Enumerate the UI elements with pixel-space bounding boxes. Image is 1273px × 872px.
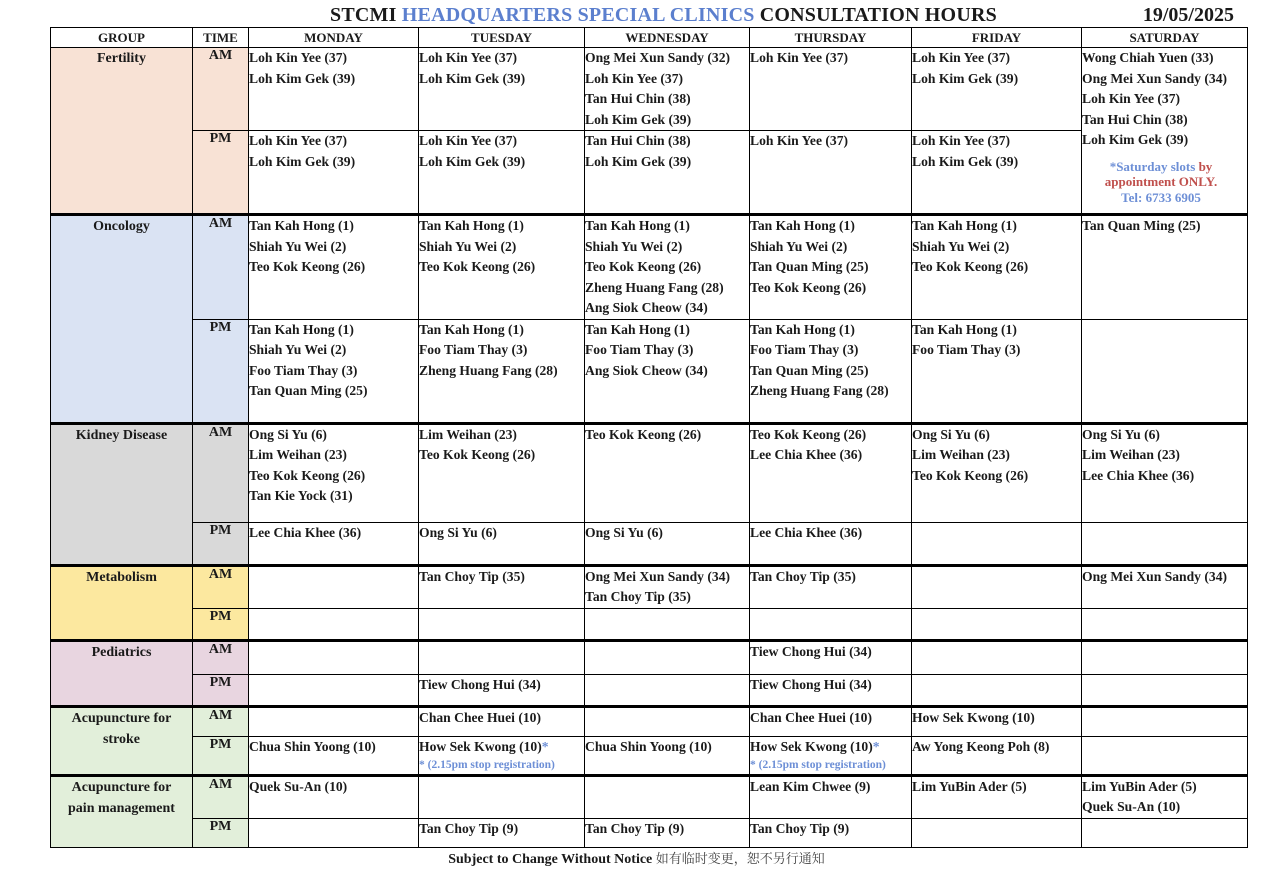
acupuncture-stroke-pm-row <box>51 736 1248 775</box>
doctor-entry: Loh Kim Gek (39) <box>249 153 356 169</box>
doctor-entry: Ong Mei Xun Sandy (32) <box>585 50 731 65</box>
doctor-entry: Foo Tiam Thay (3) <box>419 342 528 357</box>
cell-oncology-pm-friday <box>912 319 1082 423</box>
cell-fertility-pm-tuesday <box>419 131 585 215</box>
cell-fertility-am-saturday <box>1082 48 1248 215</box>
cell-acupuncture-stroke-am-friday <box>912 706 1082 736</box>
cell-acupuncture-pain-am-friday <box>912 775 1082 818</box>
doctor-entry: Tan Hui Chin (38) <box>1082 111 1188 127</box>
doctor-entry: Loh Kin Yee (37) <box>750 133 849 148</box>
doctor-entry: Teo Kok Keong (26) <box>419 259 536 274</box>
doctor-entry: Lim YuBin Ader (5) <box>1082 778 1197 794</box>
doctor-entry: Loh Kin Yee (37) <box>750 50 849 65</box>
asterisk-marker: * <box>872 738 880 754</box>
cell-acupuncture-stroke-pm-wednesday <box>585 736 750 775</box>
time-am-label: AM <box>193 706 249 736</box>
cell-pediatrics-am-friday <box>912 640 1082 674</box>
doctor-entry: Tan Quan Ming (25) <box>249 383 368 398</box>
doctor-entry: Tiew Chong Hui (34) <box>750 643 872 659</box>
cell-fertility-pm-friday <box>912 131 1082 215</box>
doctor-entry: Tan Choy Tip (9) <box>750 820 850 836</box>
doctor-entry: Teo Kok Keong (26) <box>419 447 536 462</box>
doctor-entry: Tan Quan Ming (25) <box>750 362 869 378</box>
acupuncture-pain-am-row <box>51 775 1248 818</box>
metabolism-am-row <box>51 565 1248 608</box>
sat-note-part3: appointment ONLY. <box>1104 174 1218 189</box>
cell-oncology-am-wednesday <box>585 215 750 320</box>
saturday-appointment-note <box>1075 159 1247 206</box>
title-prefix: STCMI <box>330 4 397 26</box>
schedule-table <box>50 27 1248 848</box>
doctor-entry: Tan Quan Ming (25) <box>1082 218 1201 233</box>
stop-registration-note: * (2.15pm stop registration) <box>419 759 555 771</box>
doctor-entry: Loh Kin Yee (37) <box>912 133 1011 148</box>
doctor-entry: Wong Chiah Yuen (33) <box>1082 50 1214 65</box>
doctor-entry: Loh Kin Yee (37) <box>419 50 518 65</box>
doctor-entry: Loh Kim Gek (39) <box>912 153 1019 169</box>
cell-metabolism-am-thursday <box>750 565 912 608</box>
doctor-entry: Tan Kah Hong (1) <box>419 321 524 337</box>
cell-acupuncture-pain-am-saturday <box>1082 775 1248 818</box>
cell-oncology-pm-thursday <box>750 319 912 423</box>
group-fertility: Fertility <box>51 48 193 215</box>
doctor-entry: Tan Kah Hong (1) <box>585 321 690 337</box>
doctor-entry: Shiah Yu Wei (2) <box>585 238 683 254</box>
doctor-entry: Lim Weihan (23) <box>249 447 347 462</box>
doctor-entry: Chan Chee Huei (10) <box>750 709 872 725</box>
doctor-entry: Chua Shin Yoong (10) <box>585 738 712 754</box>
cell-pediatrics-pm-saturday <box>1082 674 1248 706</box>
doctor-entry: Loh Kim Gek (39) <box>419 153 526 169</box>
doctor-entry: Ong Mei Xun Sandy (34) <box>1082 70 1228 86</box>
doctor-entry: Teo Kok Keong (26) <box>585 259 702 274</box>
cell-kidney-disease-pm-monday <box>249 522 419 565</box>
cell-pediatrics-pm-tuesday <box>419 674 585 706</box>
sat-note-part2: by <box>1198 158 1213 174</box>
doctor-entry: Foo Tiam Thay (3) <box>585 342 694 357</box>
doctor-entry: How Sek Kwong (10)* <box>750 738 880 754</box>
col-header-wednesday: WEDNESDAY <box>585 28 750 48</box>
cell-kidney-disease-am-thursday <box>750 423 912 522</box>
time-am-label: AM <box>193 48 249 131</box>
cell-metabolism-am-wednesday <box>585 565 750 608</box>
fertility-am-row <box>51 48 1248 131</box>
cell-metabolism-am-saturday <box>1082 565 1248 608</box>
time-am-label: AM <box>193 640 249 674</box>
cell-metabolism-am-monday <box>249 565 419 608</box>
cell-acupuncture-stroke-am-saturday <box>1082 706 1248 736</box>
doctor-entry: Loh Kin Yee (37) <box>1082 91 1181 106</box>
doctor-entry: Shiah Yu Wei (2) <box>750 238 848 254</box>
cell-oncology-pm-saturday <box>1082 319 1248 423</box>
cell-acupuncture-pain-am-tuesday <box>419 775 585 818</box>
doctor-entry: Ong Mei Xun Sandy (34) <box>585 568 731 584</box>
doctor-entry: Quek Su-An (10) <box>1082 799 1181 814</box>
group-kidney-disease: Kidney Disease <box>51 423 193 565</box>
cell-kidney-disease-am-tuesday <box>419 423 585 522</box>
time-pm-label: PM <box>193 522 249 565</box>
time-am-label: AM <box>193 215 249 320</box>
doctor-entry: Tan Hui Chin (38) <box>585 133 691 148</box>
doctor-entry: Tan Choy Tip (9) <box>585 820 685 836</box>
cell-pediatrics-pm-friday <box>912 674 1082 706</box>
acupuncture-stroke-am-row <box>51 706 1248 736</box>
doctor-entry: Lean Kim Chwee (9) <box>750 778 871 794</box>
time-pm-label: PM <box>193 736 249 775</box>
doctor-entry: Lee Chia Khee (36) <box>750 447 863 462</box>
doctor-entry: Chan Chee Huei (10) <box>419 709 541 725</box>
group-metabolism: Metabolism <box>51 565 193 640</box>
cell-acupuncture-stroke-pm-monday <box>249 736 419 775</box>
doctor-entry: Aw Yong Keong Poh (8) <box>912 738 1050 754</box>
asterisk-marker: * <box>541 738 549 754</box>
doctor-entry: Tan Choy Tip (9) <box>419 820 519 836</box>
cell-pediatrics-pm-wednesday <box>585 674 750 706</box>
cell-acupuncture-pain-pm-wednesday <box>585 818 750 847</box>
metabolism-pm-row <box>51 608 1248 640</box>
doctor-entry: Ong Si Yu (6) <box>1082 426 1160 442</box>
doctor-entry: Tan Kah Hong (1) <box>750 321 855 337</box>
cell-pediatrics-pm-thursday <box>750 674 912 706</box>
cell-kidney-disease-pm-friday <box>912 522 1082 565</box>
cell-acupuncture-pain-pm-saturday <box>1082 818 1248 847</box>
col-header-friday: FRIDAY <box>912 28 1082 48</box>
oncology-am-row <box>51 215 1248 320</box>
cell-fertility-am-wednesday <box>585 48 750 131</box>
doctor-entry: Loh Kim Gek (39) <box>419 70 526 86</box>
cell-oncology-pm-monday <box>249 319 419 423</box>
cell-acupuncture-stroke-pm-friday <box>912 736 1082 775</box>
doctor-entry: Ong Si Yu (6) <box>419 524 497 540</box>
cell-acupuncture-stroke-pm-saturday <box>1082 736 1248 775</box>
doctor-entry: Teo Kok Keong (26) <box>585 426 702 442</box>
col-header-saturday: SATURDAY <box>1082 28 1248 48</box>
doctor-entry: Foo Tiam Thay (3) <box>912 342 1021 357</box>
col-header-group: GROUP <box>51 28 193 48</box>
col-header-monday: MONDAY <box>249 28 419 48</box>
doctor-entry: Ang Siok Cheow (34) <box>585 300 708 315</box>
cell-metabolism-pm-monday <box>249 608 419 640</box>
doctor-entry: Loh Kin Yee (37) <box>419 133 518 148</box>
doctor-entry: Tiew Chong Hui (34) <box>419 676 541 692</box>
time-pm-label: PM <box>193 608 249 640</box>
doctor-entry: Lim Weihan (23) <box>1082 447 1180 462</box>
doctor-entry: Shiah Yu Wei (2) <box>912 238 1010 254</box>
pediatrics-pm-row <box>51 674 1248 706</box>
doctor-entry: Loh Kim Gek (39) <box>1082 132 1189 147</box>
cell-pediatrics-am-saturday <box>1082 640 1248 674</box>
cell-acupuncture-pain-am-monday <box>249 775 419 818</box>
doctor-entry: Lee Chia Khee (36) <box>750 524 863 540</box>
cell-metabolism-am-tuesday <box>419 565 585 608</box>
cell-kidney-disease-pm-thursday <box>750 522 912 565</box>
cell-metabolism-pm-thursday <box>750 608 912 640</box>
kidney-disease-pm-row <box>51 522 1248 565</box>
doctor-entry: Foo Tiam Thay (3) <box>750 342 859 357</box>
time-am-label: AM <box>193 423 249 522</box>
doctor-entry: Ong Si Yu (6) <box>585 524 663 540</box>
cell-fertility-am-tuesday <box>419 48 585 131</box>
cell-metabolism-am-friday <box>912 565 1082 608</box>
footer-english: Subject to Change Without Notice <box>448 852 653 867</box>
doctor-entry: Tan Quan Ming (25) <box>750 259 869 274</box>
doctor-entry: Zheng Huang Fang (28) <box>750 383 889 398</box>
time-pm-label: PM <box>193 319 249 423</box>
doctor-entry: Tan Kie Yock (31) <box>249 488 353 503</box>
doctor-entry: Zheng Huang Fang (28) <box>585 279 724 295</box>
group-pediatrics: Pediatrics <box>51 640 193 706</box>
doctor-entry: Tan Kah Hong (1) <box>249 218 354 233</box>
oncology-pm-row <box>51 319 1248 423</box>
doctor-entry: Lee Chia Khee (36) <box>1082 467 1195 483</box>
doctor-entry: Teo Kok Keong (26) <box>912 467 1029 483</box>
group-acupuncture-stroke: Acupuncture for stroke <box>51 706 193 775</box>
col-header-time: TIME <box>193 28 249 48</box>
title-highlight: HEADQUARTERS SPECIAL CLINICS <box>401 4 755 26</box>
kidney-disease-am-row <box>51 423 1248 522</box>
cell-acupuncture-stroke-am-thursday <box>750 706 912 736</box>
cell-kidney-disease-am-saturday <box>1082 423 1248 522</box>
doctor-entry: Lee Chia Khee (36) <box>249 524 362 540</box>
doctor-entry: Tan Kah Hong (1) <box>249 321 354 337</box>
doctor-entry: Tan Choy Tip (35) <box>750 568 856 584</box>
cell-metabolism-pm-friday <box>912 608 1082 640</box>
cell-acupuncture-stroke-am-wednesday <box>585 706 750 736</box>
doctor-entry: Tan Choy Tip (35) <box>419 568 525 584</box>
cell-acupuncture-pain-pm-thursday <box>750 818 912 847</box>
cell-metabolism-pm-tuesday <box>419 608 585 640</box>
col-header-tuesday: TUESDAY <box>419 28 585 48</box>
cell-kidney-disease-am-wednesday <box>585 423 750 522</box>
doctor-entry: Teo Kok Keong (26) <box>912 259 1029 274</box>
time-pm-label: PM <box>193 818 249 847</box>
doctor-entry: Teo Kok Keong (26) <box>750 279 867 295</box>
doctor-entry: Zheng Huang Fang (28) <box>419 362 558 378</box>
group-acupuncture-pain: Acupuncture for pain management <box>51 775 193 847</box>
fertility-pm-row <box>51 131 1248 215</box>
cell-oncology-am-saturday <box>1082 215 1248 320</box>
cell-acupuncture-pain-pm-tuesday <box>419 818 585 847</box>
doctor-entry: Loh Kim Gek (39) <box>249 70 356 86</box>
cell-acupuncture-pain-am-wednesday <box>585 775 750 818</box>
schedule-date: 19/05/2025 <box>1142 4 1234 26</box>
doctor-entry: Shiah Yu Wei (2) <box>249 238 347 254</box>
doctor-entry: Shiah Yu Wei (2) <box>419 238 517 254</box>
time-pm-label: PM <box>193 674 249 706</box>
cell-fertility-pm-wednesday <box>585 131 750 215</box>
cell-kidney-disease-pm-saturday <box>1082 522 1248 565</box>
cell-fertility-am-friday <box>912 48 1082 131</box>
doctor-entry: Teo Kok Keong (26) <box>750 426 867 442</box>
cell-pediatrics-am-wednesday <box>585 640 750 674</box>
doctor-entry: Loh Kin Yee (37) <box>585 70 684 86</box>
cell-pediatrics-am-monday <box>249 640 419 674</box>
footer-chinese: 如有临时变更，恕不另行通知 <box>655 852 825 867</box>
group-oncology: Oncology <box>51 215 193 424</box>
doctor-entry: Ang Siok Cheow (34) <box>585 362 708 378</box>
cell-acupuncture-pain-pm-monday <box>249 818 419 847</box>
cell-fertility-pm-monday <box>249 131 419 215</box>
cell-oncology-pm-tuesday <box>419 319 585 423</box>
doctor-entry: Foo Tiam Thay (3) <box>249 362 358 378</box>
time-pm-label: PM <box>193 131 249 215</box>
doctor-entry: Tan Kah Hong (1) <box>750 218 855 233</box>
doctor-entry: Loh Kin Yee (37) <box>249 50 348 65</box>
doctor-entry: Lim Weihan (23) <box>419 426 517 442</box>
cell-kidney-disease-am-friday <box>912 423 1082 522</box>
doctor-entry: Loh Kin Yee (37) <box>912 50 1011 65</box>
doctor-entry: Ong Mei Xun Sandy (34) <box>1082 568 1228 584</box>
doctor-entry: How Sek Kwong (10) <box>912 709 1035 725</box>
page-title <box>330 4 997 27</box>
sat-note-part1: *Saturday slots <box>1109 158 1196 174</box>
header-bar <box>50 4 1246 28</box>
cell-acupuncture-stroke-pm-tuesday <box>419 736 585 775</box>
time-am-label: AM <box>193 775 249 818</box>
doctor-entry: Tan Choy Tip (35) <box>585 589 691 604</box>
doctor-entry: Ong Si Yu (6) <box>912 426 990 442</box>
cell-acupuncture-stroke-pm-thursday <box>750 736 912 775</box>
doctor-entry: Quek Su-An (10) <box>249 778 348 794</box>
col-header-thursday: THURSDAY <box>750 28 912 48</box>
cell-kidney-disease-pm-wednesday <box>585 522 750 565</box>
cell-acupuncture-pain-am-thursday <box>750 775 912 818</box>
doctor-entry: Loh Kim Gek (39) <box>912 70 1019 86</box>
doctor-entry: Tiew Chong Hui (34) <box>750 676 872 692</box>
doctor-entry: Loh Kim Gek (39) <box>585 153 692 169</box>
footer-notice <box>0 848 1273 868</box>
doctor-entry: Loh Kin Yee (37) <box>249 133 348 148</box>
cell-oncology-am-thursday <box>750 215 912 320</box>
doctor-entry: Teo Kok Keong (26) <box>249 259 366 274</box>
time-am-label: AM <box>193 565 249 608</box>
doctor-entry: How Sek Kwong (10)* <box>419 738 549 754</box>
cell-kidney-disease-pm-tuesday <box>419 522 585 565</box>
cell-oncology-pm-wednesday <box>585 319 750 423</box>
cell-metabolism-pm-saturday <box>1082 608 1248 640</box>
doctor-entry: Shiah Yu Wei (2) <box>249 342 347 357</box>
cell-oncology-am-friday <box>912 215 1082 320</box>
cell-acupuncture-pain-pm-friday <box>912 818 1082 847</box>
cell-pediatrics-am-thursday <box>750 640 912 674</box>
cell-oncology-am-tuesday <box>419 215 585 320</box>
doctor-entry: Loh Kim Gek (39) <box>585 111 692 127</box>
doctor-entry: Teo Kok Keong (26) <box>249 467 366 483</box>
cell-acupuncture-stroke-am-tuesday <box>419 706 585 736</box>
doctor-entry: Tan Kah Hong (1) <box>585 218 690 233</box>
doctor-entry: Tan Kah Hong (1) <box>912 218 1017 233</box>
cell-oncology-am-monday <box>249 215 419 320</box>
doctor-entry: Lim Weihan (23) <box>912 447 1010 462</box>
cell-fertility-pm-thursday <box>750 131 912 215</box>
acupuncture-pain-pm-row <box>51 818 1248 847</box>
cell-fertility-am-thursday <box>750 48 912 131</box>
cell-metabolism-pm-wednesday <box>585 608 750 640</box>
pediatrics-am-row <box>51 640 1248 674</box>
doctor-entry: Ong Si Yu (6) <box>249 426 327 442</box>
cell-acupuncture-stroke-am-monday <box>249 706 419 736</box>
doctor-entry: Chua Shin Yoong (10) <box>249 738 376 754</box>
doctor-entry: Lim YuBin Ader (5) <box>912 778 1027 794</box>
stop-registration-note: * (2.15pm stop registration) <box>750 759 886 771</box>
doctor-entry: Tan Kah Hong (1) <box>419 218 524 233</box>
doctor-entry: Tan Hui Chin (38) <box>585 91 691 106</box>
title-suffix: CONSULTATION HOURS <box>759 4 997 26</box>
sat-note-tel: Tel: 6733 6905 <box>1121 189 1201 205</box>
doctor-entry: Tan Kah Hong (1) <box>912 321 1017 337</box>
cell-pediatrics-am-tuesday <box>419 640 585 674</box>
cell-kidney-disease-am-monday <box>249 423 419 522</box>
cell-pediatrics-pm-monday <box>249 674 419 706</box>
header-row <box>51 28 1248 48</box>
cell-fertility-am-monday <box>249 48 419 131</box>
